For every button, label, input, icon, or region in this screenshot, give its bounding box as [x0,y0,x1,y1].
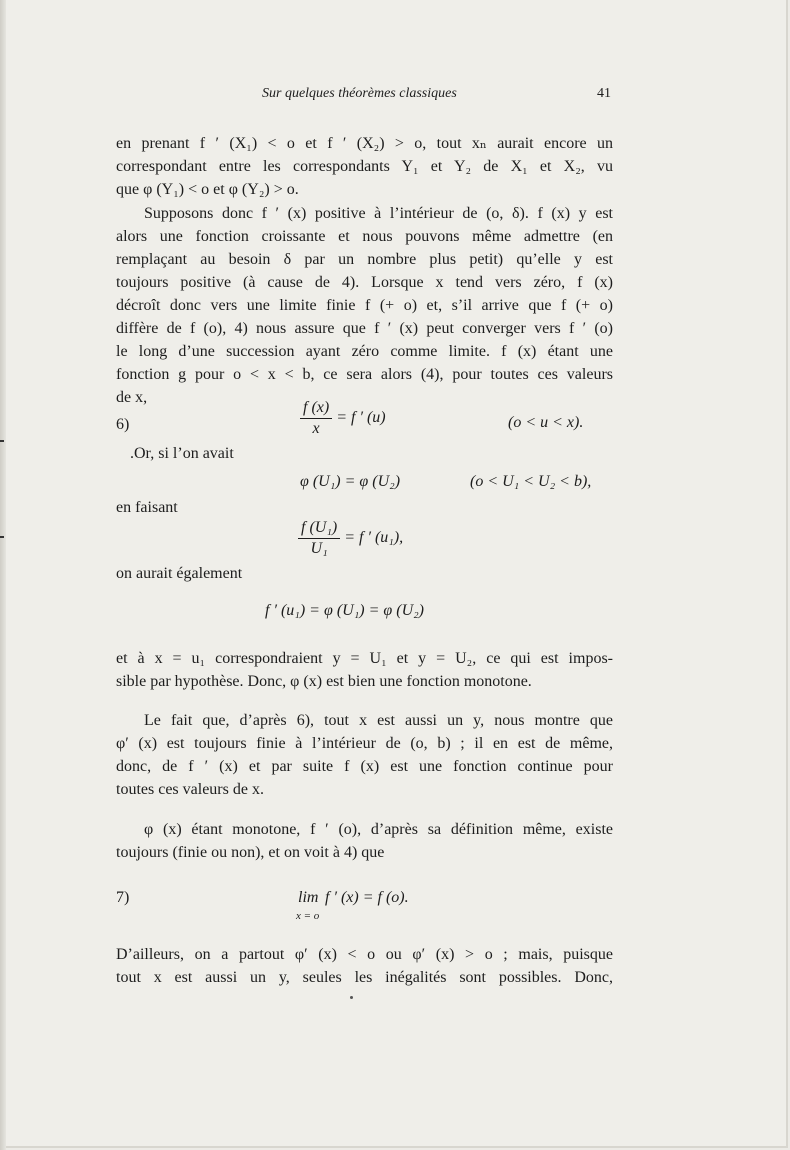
text-line: de x, [116,389,148,406]
text-line: remplaçant au besoin δ par un nombre plus petit) qu’elle y est [116,251,613,268]
equation-7-lim: lim [298,889,319,906]
print-speck [350,996,353,999]
running-header [0,86,790,108]
text-line: fonction g pour o < x < b, ce sera alors (4), pour toutes ces valeurs [116,366,613,383]
text-line: sible par hypothèse. Donc, φ (x) est bien une fonction monotone. [116,673,532,690]
fraction-denominator: U₁ [310,540,328,557]
text-line: φ (x) étant monotone, f ′ (o), d’après sa définition même, existe [144,821,613,838]
equation-condition: (o < U₁ < U₂ < b), [470,473,592,490]
fraction-numerator: f (x) [300,398,332,419]
fraction [300,398,332,439]
equation-phi: φ (U₁) = φ (U₂) [300,473,401,490]
text-line: toutes ces valeurs de x. [116,781,264,798]
equation-fraction [298,518,403,559]
equation-7-expression: f ′ (x) = f (o). [325,889,409,906]
text-line: en prenant f ′ (X₁) < o et f ′ (X₂) > o, tout xₙ aurait encore un [116,135,613,152]
text-line: décroît donc vers une limite finie f (+ o) et, s’il arrive que f (+ o) [116,297,613,314]
text-line: toujours positive (à cause de 4). Lorsque x tend vers zéro, f (x) [116,274,613,291]
equation-7-subscript: x = o [296,910,320,922]
equation-label: 6) [116,416,130,433]
text-line: toujours (finie ou non), et on voit à 4) que [116,844,385,861]
text-line: φ′ (x) est toujours finie à l’intérieur de (o, b) ; il en est de même, [116,735,613,752]
equation-rhs: = f ′ (u₁), [344,529,404,547]
text-line: et à x = u₁ correspondraient y = U₁ et y = U₂, ce qui est impos- [116,650,613,667]
text-line: Supposons donc f ′ (x) positive à l’intérieur de (o, δ). f (x) y est [144,205,613,222]
text-line: diffère de f (o), 4) nous assure que f ′ (x) peut converger vers f ′ (o) [116,320,613,337]
text-line: donc, de f ′ (x) et par suite f (x) est une fonction continue pour [116,758,613,775]
equation-equality: f ′ (u₁) = φ (U₁) = φ (U₂) [265,602,425,619]
text-line: en faisant [116,499,178,516]
text-line: tout x est aussi un y, seules les inégalités sont possibles. Donc, [116,969,613,986]
equation-label: 7) [116,889,130,906]
text-line: .Or, si l’on avait [130,445,234,462]
equation-6 [300,398,386,439]
text-line: le long d’une succession ayant zéro comme limite. f (x) étant une [116,343,613,360]
text-line: on aurait également [116,565,243,582]
text-line: Le fait que, d’après 6), tout x est aussi un y, nous montre que [144,712,613,729]
text-line: que φ (Y₁) < o et φ (Y₂) > o. [116,181,299,198]
text-line: correspondant entre les correspondants Y₁ et Y₂ de X₁ et X₂, vu [116,158,613,175]
equation-condition: (o < u < x). [508,414,584,431]
page-number: 41 [597,86,611,101]
fraction-numerator: f (U₁) [298,518,340,539]
text-line: alors une fonction croissante et nous pouvons même admettre (en [116,228,613,245]
fraction [298,518,340,559]
fraction-denominator: x [312,420,320,437]
running-title: Sur quelques théorèmes classiques [262,86,457,101]
text-line: D’ailleurs, on a partout φ′ (x) < o ou φ′ (x) > o ; mais, puisque [116,946,613,963]
equation-rhs: = f ′ (u) [336,409,386,427]
